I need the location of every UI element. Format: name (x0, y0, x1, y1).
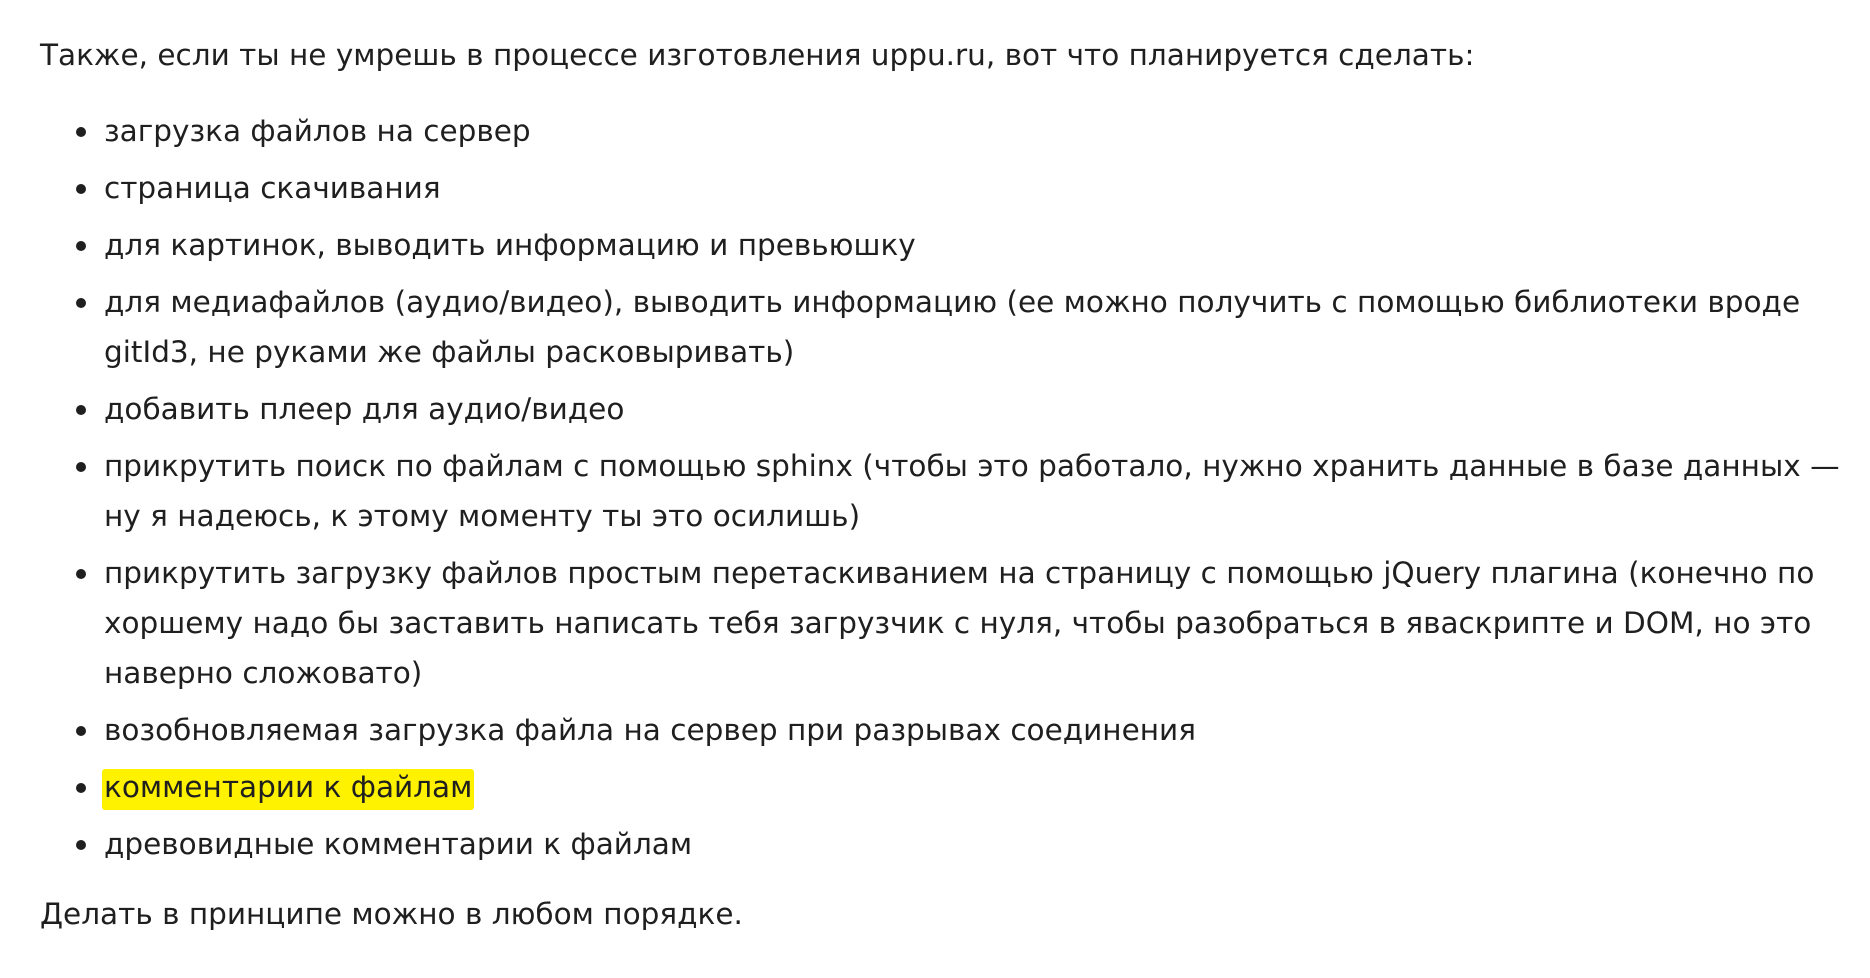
bullet-icon (76, 569, 86, 579)
list-item (40, 705, 1850, 755)
bullet-icon (76, 298, 86, 308)
list-item-highlighted (40, 762, 1850, 812)
list-item-text: для картинок, выводить информацию и превьюшку (104, 228, 916, 262)
list-item (40, 220, 1850, 270)
bullet-icon (76, 241, 86, 251)
bullet-icon (76, 783, 86, 793)
list-item (40, 441, 1850, 541)
intro-paragraph: Также, если ты не умрешь в процессе изготовления uppu.ru, вот что планируется сделать: (40, 38, 1475, 72)
list-item (40, 163, 1850, 213)
list-item (40, 384, 1850, 434)
list-item (40, 106, 1850, 156)
bullet-icon (76, 840, 86, 850)
planned-features-list (40, 106, 1850, 869)
list-item-text: страница скачивания (104, 171, 441, 205)
list-item-text: возобновляемая загрузка файла на сервер при разрывах соединения (104, 713, 1196, 747)
list-item-text: загрузка файлов на сервер (104, 114, 531, 148)
list-item-text: прикрутить поиск по файлам с помощью sphinx (чтобы это работало, нужно хранить данные в базе данных — ну я надеюсь, к этому моменту ты это осилишь) (104, 449, 1840, 533)
list-item (40, 277, 1850, 377)
bullet-icon (76, 127, 86, 137)
list-item-text: прикрутить загрузку файлов простым перетаскиванием на страницу с помощью jQuery плагина (конечно по хоршему надо бы заставить написать тебя загрузчик с нуля, чтобы разобраться в яваскрипте и DOM, но это наверно сложовато) (104, 556, 1815, 690)
highlighted-item-text: комментарии к файлам (102, 769, 474, 810)
bullet-icon (76, 184, 86, 194)
bullet-icon (76, 726, 86, 736)
bullet-icon (76, 405, 86, 415)
list-item-text: добавить плеер для аудио/видео (104, 392, 625, 426)
list-item-text: древовидные комментарии к файлам (104, 827, 693, 861)
list-item (40, 819, 1850, 869)
outro-paragraph: Делать в принципе можно в любом порядке. (40, 897, 743, 931)
list-item (40, 548, 1850, 698)
bullet-icon (76, 462, 86, 472)
list-item-text: для медиафайлов (аудио/видео), выводить информацию (ее можно получить с помощью библиотеки вроде gitId3, не руками же файлы расковыривать) (104, 285, 1801, 369)
document-body (40, 30, 1850, 939)
